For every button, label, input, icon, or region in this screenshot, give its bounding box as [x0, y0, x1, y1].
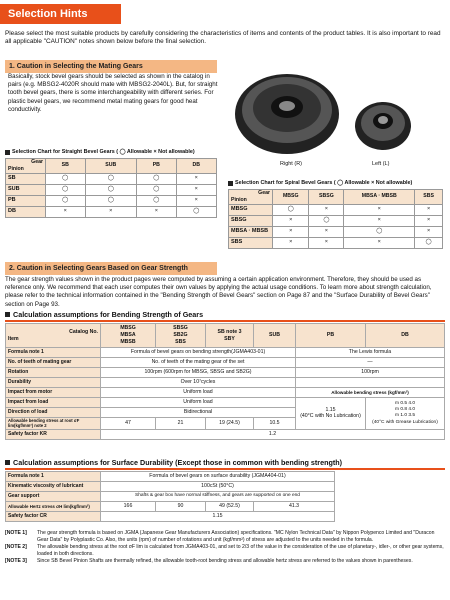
- cell: ×: [85, 206, 137, 217]
- table-row: [6, 388, 445, 398]
- cell: ◯: [46, 195, 86, 206]
- cell: ×: [273, 237, 309, 248]
- note-item: [5, 544, 445, 557]
- right-caption: Right (R): [280, 161, 303, 167]
- row-label: Impact from motor: [6, 388, 101, 398]
- intro-text: Please select the most suitable products by carefully considering the characteristics of items and contents of the product tables. It is also important to read all applicable "CAUTION" notes shown below before the final selection.: [5, 30, 441, 46]
- cell: ◯: [137, 184, 177, 195]
- col-header: PB: [296, 324, 366, 348]
- table-row: [6, 378, 445, 388]
- cell: ×: [344, 204, 415, 215]
- row-label: Kinematic viscosity of lubricant: [6, 482, 101, 492]
- page-title: Selection Hints: [0, 4, 121, 24]
- corner-bottom: Pinion: [231, 196, 247, 203]
- note-item: [5, 558, 445, 565]
- cell: ×: [415, 215, 443, 226]
- cell: ×: [176, 184, 216, 195]
- cell: ×: [176, 195, 216, 206]
- cell: ◯: [137, 195, 177, 206]
- col-header: MBSG: [273, 190, 309, 205]
- corner-top: Catalog No.: [69, 328, 98, 335]
- cell: ◯: [85, 184, 137, 195]
- cell: No. of teeth of the mating gear of the set: [101, 358, 296, 368]
- cell: ◯: [137, 173, 177, 184]
- table-row: [229, 204, 443, 215]
- cell: Shafts & gear box have normal stiffness, and gears are supported on one end: [101, 492, 335, 502]
- cell: 100rpm: [296, 368, 445, 378]
- row-label: Allowable bending stress at root σF lim(kgf/mm²) note 2: [6, 418, 101, 430]
- corner-cell: [6, 324, 101, 348]
- col-header: SB: [46, 159, 86, 174]
- row-label: SBSG: [229, 215, 273, 226]
- cell: ◯: [344, 226, 415, 237]
- cell: ◯: [415, 237, 443, 248]
- note-text: The gear strength formula is based on JGMA (Japanese Gear Manufacturers Association) specifications. "MC Nylon Technical Data" by Nippon Polypenco Limited and "Duracon Gear Data" by Polyplastic Co. Also, the units (rpm) of number of rotations and unit (kgf/mm²) of stress are adjusted to the units needed in the formula.: [37, 530, 435, 543]
- spiral-bevel-table: [228, 189, 443, 249]
- cell: Bidirectional: [101, 408, 296, 418]
- notes: [5, 530, 445, 566]
- cell: [296, 378, 445, 388]
- col-header: SBSG SB2G SBS: [156, 324, 206, 348]
- cell: Formula of bevel gears on surface durability (JGMA404-01): [101, 472, 335, 482]
- square-icon: [228, 181, 233, 186]
- note-key: [NOTE 3]: [5, 558, 27, 565]
- col-header: SB note 3 SBY: [206, 324, 254, 348]
- straight-table-title-text: Selection Chart for Straight Bevel Gears ( ◯ Allowable × Not allowable): [12, 149, 195, 155]
- cell: ×: [415, 204, 443, 215]
- col-header: SBSG: [309, 190, 344, 205]
- cell: ◯: [309, 215, 344, 226]
- note-text: Since SB Bevel Pinion Shafts are thermally refined, the allowable tooth-root bending stress and allowable hertz stress are referred to the values shown in parentheses.: [37, 558, 413, 565]
- row-label: DB: [6, 206, 46, 217]
- cell: ×: [344, 237, 415, 248]
- col-header: MBSG MBSA MBSB: [101, 324, 156, 348]
- row-label: MBSA · MBSB: [229, 226, 273, 237]
- row-label: Direction of load: [6, 408, 101, 418]
- table-row: [6, 512, 335, 522]
- table-row: [229, 215, 443, 226]
- table-row: [6, 173, 217, 184]
- cell: ×: [344, 215, 415, 226]
- cell: ×: [176, 173, 216, 184]
- cell: 1.2: [101, 429, 445, 439]
- cell: ×: [415, 226, 443, 237]
- spiral-table-title-text: Selection Chart for Spiral Bevel Gears ( ◯ Allowable × Not allowable): [235, 180, 413, 186]
- surface-heading-text: Calculation assumptions for Surface Durability (Except those in common with bending strength): [13, 458, 343, 467]
- cell: 100rpm (600rpm for MBSG, SBSG and SB2G): [101, 368, 296, 378]
- table-row: [6, 358, 445, 368]
- col-header: SUB: [85, 159, 137, 174]
- row-label: MBSG: [229, 204, 273, 215]
- table-row: [6, 472, 335, 482]
- cell: 21: [156, 418, 206, 430]
- row-label: Allowable Hertz stress σH lim(kgf/mm²): [6, 502, 101, 512]
- cell: ◯: [85, 173, 137, 184]
- row-label: Impact from load: [6, 398, 101, 408]
- cell: Formula of bevel gears on bending strength(JGMA403-01): [101, 348, 296, 358]
- cell: Allowable bending stress (kgf/mm²): [296, 388, 445, 398]
- note-item: [5, 530, 445, 543]
- cell: ×: [46, 206, 86, 217]
- table-row: [229, 226, 443, 237]
- cell: 1.15 (40°C with No Lubrication): [296, 398, 366, 430]
- cell: Uniform load: [101, 388, 296, 398]
- cell: ×: [309, 204, 344, 215]
- row-label: SUB: [6, 184, 46, 195]
- corner-bottom: Item: [8, 335, 19, 342]
- cell: 19 (24.5): [206, 418, 254, 430]
- cell: ◯: [85, 195, 137, 206]
- table-row: [6, 429, 445, 439]
- straight-bevel-table: [5, 158, 217, 218]
- caution2-heading: 2. Caution in Selecting Gears Based on Gear Strength: [5, 262, 217, 275]
- row-label: SB: [6, 173, 46, 184]
- table-row: [6, 206, 217, 217]
- table-row: [6, 398, 445, 408]
- table-row: [6, 502, 335, 512]
- row-label: Gear support: [6, 492, 101, 502]
- cell: 10.5: [254, 418, 296, 430]
- bending-heading-text: Calculation assumptions for Bending Strength of Gears: [13, 310, 204, 319]
- row-label: PB: [6, 195, 46, 206]
- cell: ◯: [46, 184, 86, 195]
- table-row: [6, 368, 445, 378]
- col-header: DB: [176, 159, 216, 174]
- left-bevel-gear-image: [352, 94, 414, 154]
- col-header: SBS: [415, 190, 443, 205]
- cell: 100cSt (50°C): [101, 482, 335, 492]
- corner-bottom: Pinion: [8, 165, 24, 172]
- cell: Over 10⁷cycles: [101, 378, 296, 388]
- cell: 166: [101, 502, 156, 512]
- cell: 1.15: [101, 512, 335, 522]
- row-label: Formula note 1: [6, 472, 101, 482]
- surface-heading: [5, 458, 445, 470]
- note-text: The allowable bending stress at the root σF lim is calculated from JGMA403-01, and set to 2/3 of the value in the consideration of the use of planetary-, idler-, or other gear systems, loaded in both directions.: [37, 544, 444, 557]
- left-caption: Left (L): [372, 161, 390, 167]
- col-header: MBSA · MBSB: [344, 190, 415, 205]
- row-label: Rotation: [6, 368, 101, 378]
- straight-table-title: [5, 149, 225, 156]
- row-label: SBS: [229, 237, 273, 248]
- row-label: Formula note 1: [6, 348, 101, 358]
- square-icon: [5, 460, 10, 465]
- square-icon: [5, 312, 10, 317]
- cell: ×: [309, 237, 344, 248]
- bending-heading: [5, 310, 445, 322]
- corner-top: Gear: [258, 190, 270, 196]
- corner-cell: [229, 190, 273, 205]
- row-label: Safety factor KR: [6, 429, 101, 439]
- row-label: No. of teeth of mating gear: [6, 358, 101, 368]
- row-label: Safety factor CR: [6, 512, 101, 522]
- cell: 49 (52.5): [206, 502, 254, 512]
- table-row: [6, 482, 335, 492]
- cell: 41.3: [254, 502, 335, 512]
- corner-cell: [6, 159, 46, 174]
- cell: ◯: [46, 173, 86, 184]
- cell: ×: [273, 226, 309, 237]
- cell: ◯: [176, 206, 216, 217]
- caution2-text: The gear strength values shown in the product pages were computed by assuming a certain application environment. Therefore, they should be used as reference only. We recommend that each user computes their own values by applying the actual usage conditions. To learn more about strength calculation, please refer to the technical information contained in the "Bending Strength of Bevel Gears" section on Page 87 and the "Surface Durability of Bevel Gears" section on Page 93.: [5, 276, 432, 308]
- table-row: [6, 492, 335, 502]
- spiral-table-title: [228, 180, 448, 187]
- note-key: [NOTE 2]: [5, 544, 27, 551]
- cell: Uniform load: [101, 398, 296, 408]
- cell: —: [296, 358, 445, 368]
- caution1-heading: 1. Caution in Selecting the Mating Gears: [5, 60, 217, 73]
- right-bevel-gear-image: [232, 62, 342, 160]
- table-row: [6, 348, 445, 358]
- surface-table: [5, 471, 335, 522]
- cell: 90: [156, 502, 206, 512]
- row-label: Durability: [6, 378, 101, 388]
- cell: ◯: [273, 204, 309, 215]
- bending-table: [5, 323, 445, 440]
- caution1-text: Basically, stock bevel gears should be selected as shown in the catalog in pairs (e.g. MBSG2-4020R should mate with MBSG2-2040L). But, for straight tooth bevel gears, there is some interchangeability with different series. For plastic bevel gears, we recommend metal mating gears for good heat conductivity.: [8, 73, 218, 113]
- table-row: [229, 237, 443, 248]
- cell: ×: [137, 206, 177, 217]
- table-row: [6, 195, 217, 206]
- corner-top: Gear: [31, 159, 43, 165]
- col-header: SUB: [254, 324, 296, 348]
- cell: ×: [273, 215, 309, 226]
- cell: ×: [309, 226, 344, 237]
- square-icon: [5, 150, 10, 155]
- table-row: [6, 184, 217, 195]
- col-header: PB: [137, 159, 177, 174]
- cell: 47: [101, 418, 156, 430]
- cell: The Lewis formula: [296, 348, 445, 358]
- note-key: [NOTE 1]: [5, 530, 27, 536]
- col-header: DB: [366, 324, 445, 348]
- cell: m 0.5 4.0 m 0.8 4.0 m 1.0 3.5 (40°C with Grease Lubrication): [366, 398, 445, 430]
